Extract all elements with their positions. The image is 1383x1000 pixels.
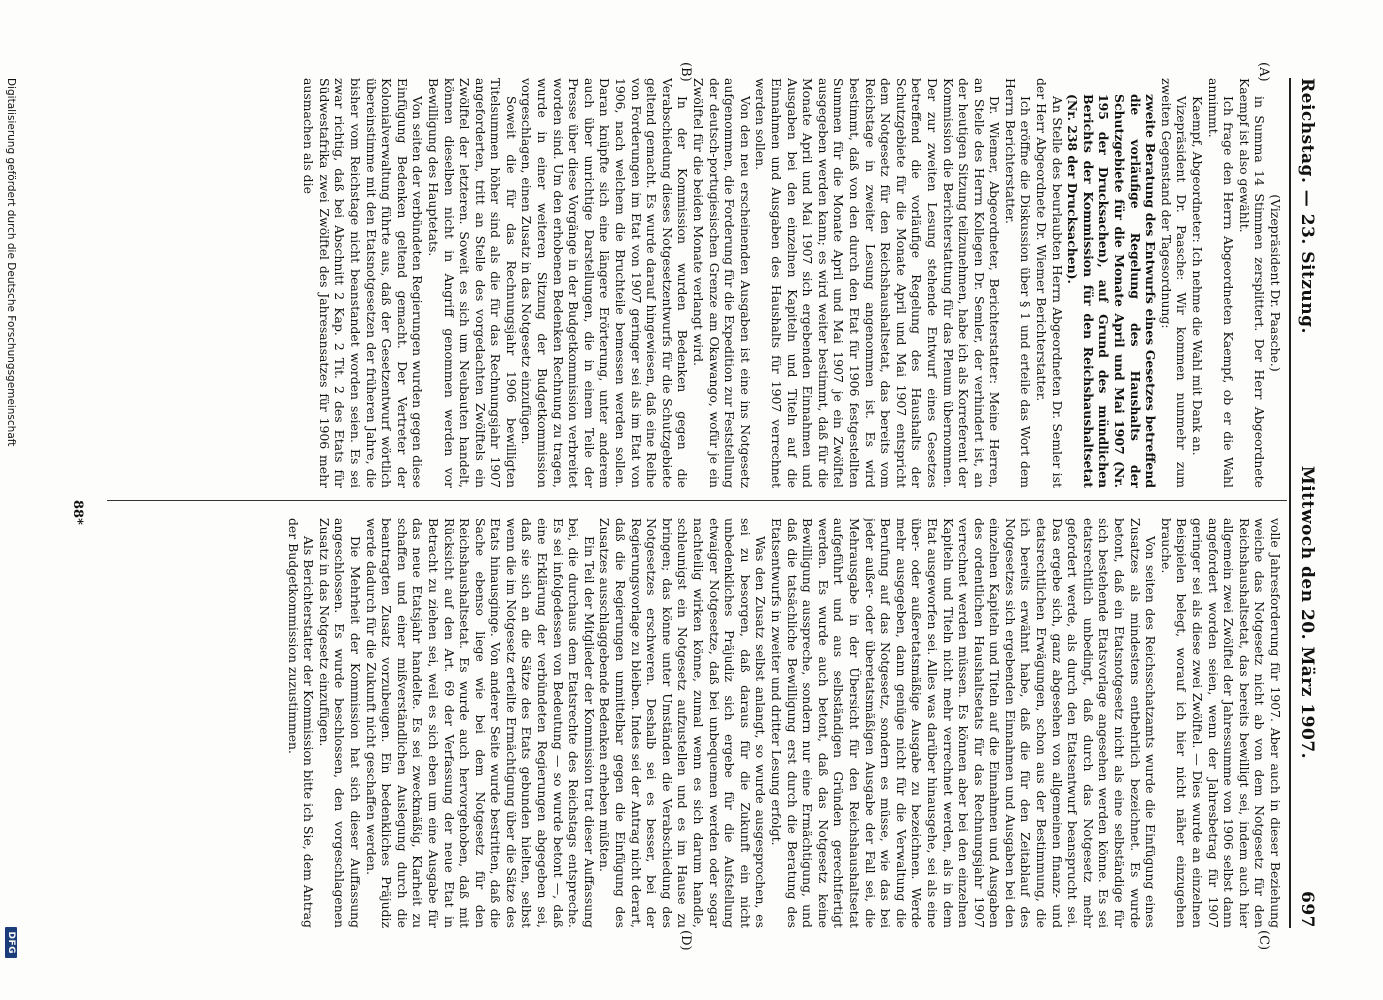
paragraph: Von den neu erscheinenden Ausgaben ist eine ins Notgesetz aufgenommen, die Forderung für die Expedition zur Feststellung der deutsch-portugiesischen Grenze am Okawango, wofür je ein Zwölftel für die beiden Monate verlangt wird.	[691, 78, 753, 488]
digitization-footer	[5, 78, 17, 958]
paragraph: Die Mehrheit der Kommission hat sich dieser Auffassung angeschlossen. Es wurde beschlossen, den vorgeschlagenen Zusatz in das Notgesetz einzufügen.	[316, 518, 363, 928]
left-column	[108, 78, 1283, 488]
speaker-line: (Vizepräsident Dr. Paasche.)	[1268, 194, 1283, 372]
paragraph: Kaempf, Abgeordneter: Ich nehme die Wahl mit Dank an.	[1190, 96, 1206, 456]
paragraph: Soweit die für das Rechnungsjahr 1906 bewilligten Titelsummen höher sind als die für das Rechnungsjahr 1907 angeforderten, tritt an Stelle des vorgedachten Zwölftels ein Zwölftel der letzteren. Soweit es sich um Neubauten handelt, können dieselben nicht in Angriff genommen werden vor Bewilligung des Hauptetats.	[425, 78, 519, 488]
paragraph: Ein Teil der Mitglieder der Kommission trat dieser Auffassung bei, die durchaus dem Etatsrechte des Reichstags entspreche. Es sei infolgedessen von Bedeutung — so wurde betont —, daß eine Erklärung der verbündeten Regierungen abgegeben sei, daß sie sich an die Sätze des Etats gebunden hielten, selbst wenn die im Notgesetz erteilte Ermächtigung über die Sätze des Etats hinausginge. Von anderer Seite wurde bestritten, daß die Sache ebenso liege wie bei dem Notgesetz für den Reichshaushaltsetat. Es wurde auch hervorgehoben, daß mit Rücksicht auf den Art. 69 der Verfassung der neue Etat in Betracht zu ziehen sei, weil es sich eben um eine Ausgabe für das neue Etatsjahr handelte. Es sei zweckmäßig, Klarheit zu schaffen und einer mißverständlichen Auslegung durch die beantragten Zusatz vorzubeugen. Ein bedenkliches Präjudiz werde dadurch für die Zukunft nicht geschaffen werden.	[363, 518, 597, 928]
signature-mark: 88*	[70, 500, 85, 525]
margin-letter-a: (A)	[1256, 62, 1271, 82]
page-header	[1293, 78, 1321, 928]
digitization-note: Digitalisierung gefördert durch die Deutsche Forschungsgemeinschaft	[5, 78, 17, 447]
paragraph: Als Berichterstatter der Kommission bitte ich Sie, dem Antrag der Budgetkommission zuzustimmen.	[285, 518, 317, 928]
agenda-item: zweite Beratung des Entwurfs eines Gesetzes betreffend die vorläufige Regelung des Haushalts der Schutzgebiete für die Monate April und Mai 1907 (Nr. 195 der Drucksachen), auf Grund des mündlichen Berichts der Kommission für den Reichshaushaltsetat (Nr. 238 der Drucksachen).	[1065, 94, 1159, 488]
header-date: Mittwoch den 20. März 1907.	[1297, 465, 1317, 760]
paragraph: Von seiten der verbündeten Regierungen wurden gegen diese Einfügung Bedenken geltend gemacht. Der Vertreter der Kolonialverwaltung führte aus, daß der Gesetzentwurf wörtlich übereinstimme mit den Etatsnotgesetzen der früheren Jahre, die bisher vom Reichstage nicht beanstandet worden seien. Es sei zwar richtig, daß bei Abschnitt 2 Kap. 2 Tit. 2 des Etats für Südwestafrika zwei Zwölftel des Jahresansatzes für 1906 mehr ausmachen als die	[301, 78, 426, 488]
paragraph: Von seiten des Reichsschatzamts wurde die Einfügung eines Zusatzes als mindestens entbehrlich bezeichnet. Es wurde betont, daß ein Etatsnotgesetz nicht als eine selbständige für sich bestehende Etatsvorlage angesehen werden könne. Es sei etatsrechtlich unbedingt, daß durch das Notgesetz mehr gefordert werde, als durch den Etatsentwurf beansprucht sei. Das ergebe sich, ganz abgesehen von allgemeinen finanz- und etatsrechtlichen Erwägungen, schon aus der Bestimmung, die ich bereits erwähnt habe, daß die für den Zeitablauf des Notgesetzes sich ergebenden Einnahmen und Ausgaben bei den einzelnen Kapiteln und Titeln auf die Einnahmen und Ausgaben des ordentlichen Haushaltsetats für das Rechnungsjahr 1907 verrechnet werden müssen. Es können aber bei den einzelnen Kapiteln und Titeln nicht mehr verrechnet werden, als in dem Etat ausgeworfen sei. Alles was darüber hinausgehe, sei als eine über- oder außeretatsmäßige Ausgabe zu bezeichnen. Werde mehr ausgegeben, dann genüge nicht für die Verwaltung die Berufung auf das Notgesetz, sondern es müsse, wie das bei jeder außer- oder überetatsmäßigen Ausgabe der Fall sei, die Mehrausgabe in der Übersicht für den Reichshaushaltsetat aufgeführt und aus selbständigen Gründen gerechtfertigt werden. Es wurde auch betont, daß das Notgesetz keine Bewilligung ausspreche, sondern nur eine Ermächtigung, und daß die tatsächliche Bewilligung erst durch die Beratung des Etatsentwurfs in zweiter und dritter Lesung erfolgt.	[769, 518, 1159, 928]
column-divider	[107, 500, 1287, 501]
paragraph: volle Jahresforderung für 1907. Aber auch in dieser Beziehung weiche das Notgesetz nicht ab von dem Notgesetz für den Reichshaushaltsetat, das bereits bewilligt sei, indem auch hier allgemein zwei Zwölftel der Jahressumme von 1906 selbst dann angefordert worden seien, wenn der Jahresbetrag für 1907 geringer sei als diese zwei Zwölftel. — Dies wurde an einzelnen Beispielen belegt, worauf ich hier nicht näher einzugehen brauche.	[1158, 518, 1283, 928]
dfg-logo: DFG	[5, 927, 17, 958]
header-rule	[1289, 78, 1291, 928]
paragraph: Was den Zusatz selbst anlangt, so wurde ausgesprochen, es sei zu besorgen, daß daraus für die Zukunft ein nicht unbedenkliches Präjudiz sich ergebe für die Aufstellung etwaiger Notgesetze, daß bei unbequemen werden oder sogar nachteilig wirken könne, zumal wenn es sich darum handle, schleunigst ein Notgesetz aufzustellen und es im Hause zu bringen; das könne unter Umständen die Verabschiedung des Notgesetzes erschweren. Deshalb sei es besser, bei der Regierungsvorlage zu bleiben. Indes sei der Antrag nicht derart, daß die Regierungen unmittelbar gegen die Einfügung des Zusatzes ausschlaggebende Bedenken erheben müßten.	[597, 518, 769, 928]
paragraph: In der Kommission wurden Bedenken gegen die Verabschiedung dieses Notgesetzentwurfs für die Schutzgebiete geltend gemacht. Es wurde darauf hingewiesen, daß eine Reihe von Forderungen im Etat von 1907 geringer sei als im Etat von 1906, nach welchem die Bruchteile bemessen werden sollen. Daran knüpfte sich eine längere Erörterung, unter anderem auch über unrichtige Darstellungen, die in einem Teile der Presse über diese Vorgänge in der Budgetkommission verbreitet worden sind. Um den erhobenen Bedenken Rechnung zu tragen, wurde in einer weiteren Sitzung der Budgetkommission vorgeschlagen, einen Zusatz in das Notgesetz einzufügen.	[519, 78, 691, 488]
header-left-title: Reichstag. — 23. Sitzung.	[1297, 78, 1317, 334]
margin-letter-c: (C)	[1256, 930, 1271, 951]
paragraph: Vizepräsident Dr. Paasche: Wir kommen nunmehr zum zweiten Gegenstand der Tagesordnung:	[1158, 78, 1190, 488]
margin-letter-b: (B)	[678, 62, 693, 82]
page-number: 697	[1297, 891, 1317, 928]
right-column	[108, 518, 1283, 928]
margin-letter-d: (D)	[678, 930, 693, 951]
paragraph: An Stelle des beurlaubten Herrn Abgeordneten Dr. Semler ist der Herr Abgeordnete Dr. Wiemer Berichterstatter.	[1034, 78, 1065, 488]
paragraph: Ich eröffne die Diskussion über § 1 und erteile das Wort dem Herrn Berichterstatter.	[1002, 78, 1034, 488]
paragraph: Dr. Wiemer, Abgeordneter, Berichterstatter: Meine Herren, an Stelle des Herrn Kollegen Dr. Semler, der verhindert ist, an der heutigen Sitzung teilzunehmen, habe ich als Korreferent der Kommission die Berichterstattung für das Plenum übernommen. Der zur zweiten Lesung stehende Entwurf eines Gesetzes betreffend die vorläufige Regelung des Haushalts der Schutzgebiete für die Monate April und Mai 1907 entspricht dem Notgesetz für den Reichshaushaltsetat, das bereits vom Reichstage in zweiter Lesung angenommen ist. Es wird bestimmt, daß von den durch den Etat für 1906 festgestellten Summen für die Monate April und Mai 1907 je ein Zwölftel ausgegeben werden kann; es wird weiter bestimmt, daß für die Monate April und Mai 1907 sich ergebenden Einnahmen und Ausgaben bei den einzelnen Kapiteln und Titeln auf die Einnahmen und Ausgaben des Haushalts für 1907 verrechnet werden sollen.	[753, 78, 1003, 488]
paragraph: in Summa 14 Stimmen zersplittert. Der Herr Abgeordnete Kaempf ist also gewählt.	[1236, 78, 1268, 488]
paragraph: Ich frage den Herrn Abgeordneten Kaempf, ob er die Wahl annimmt.	[1205, 78, 1237, 488]
